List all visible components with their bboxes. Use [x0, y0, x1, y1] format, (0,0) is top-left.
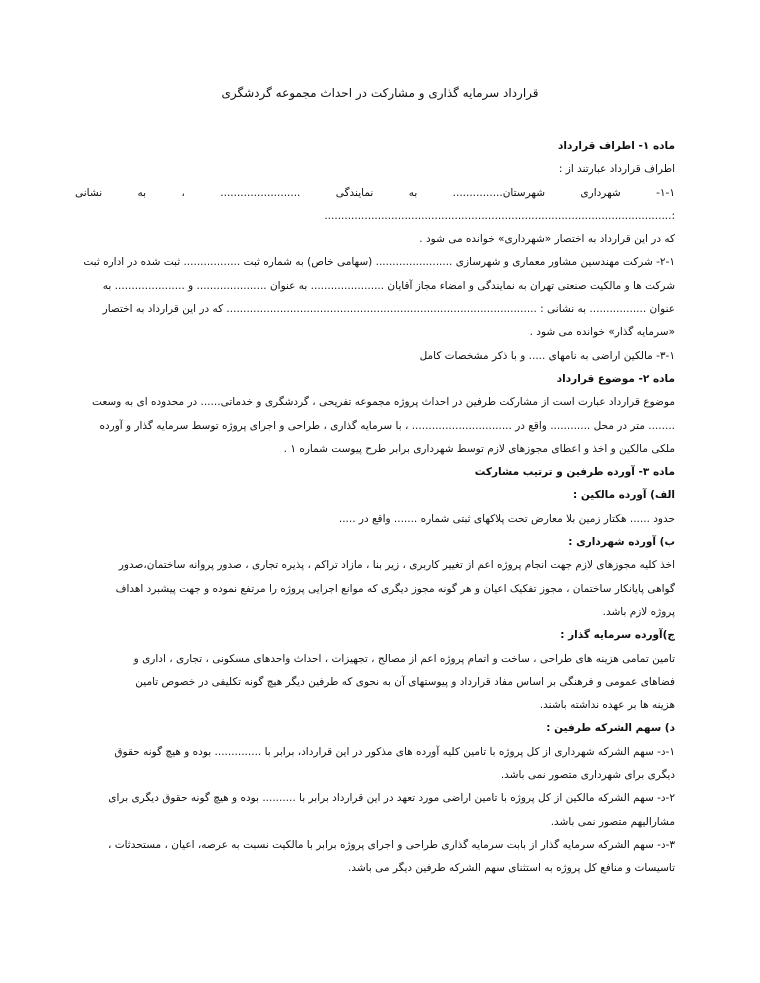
- body-line: مشارالیهم متصور نمی باشد.: [550, 815, 675, 828]
- body-line: که در این قرارداد به اختصار «شهرداری» خوانده می شود .: [419, 233, 675, 246]
- document-body: [75, 135, 675, 881]
- article-heading: ماده ۳- آورده طرفین و ترتیب مشارکت: [474, 466, 675, 479]
- body-line: تاسیسات و منافع کل پروژه به استثنای سهم الشرکه طرفین دیگر می باشد.: [348, 862, 675, 875]
- section-label: ب) آورده شهرداری :: [568, 536, 675, 549]
- body-line: اخذ کلیه مجوزهای لازم جهت انجام پروژه اعم از تغییر کاربری ، زیر بنا ، مازاد تراکم ، پذیره تجاری ، صدور پروانه ساختمان،صدور: [118, 559, 675, 572]
- body-line: ۱-۱- شهرداری شهرستان............... به نمایندگی ........................ ، به نشانی :........................................................................................................: [75, 186, 675, 222]
- body-line: ۳-۱- مالکین اراضی به نامهای ..... و با ذکر مشخصات کامل: [419, 349, 675, 362]
- body-line: ........ متر در محل ............ واقع در .............................. ، با سرمایه گذاری ، طراحی و اجرای پروژه توسط سرمایه گذار و آورده: [99, 419, 675, 432]
- body-line: ۲-۱- شرکت مهندسین مشاور معماری و شهرسازی ....................... (سهامی خاص) به شماره ثبت ................. ثبت شده در اداره ثبت: [83, 256, 675, 269]
- article-heading: ماده ۲- موضوع قرارداد: [556, 372, 675, 385]
- article-heading: ماده ۱- اطراف قرارداد: [557, 140, 675, 152]
- section-label: الف) آورده مالکین :: [573, 489, 675, 502]
- body-line: ۱-د- سهم الشرکه شهرداری از کل پروژه با تامین کلیه آورده های مذکور در این قرارداد، برابر با .............. بوده و هیچ گونه حقوق: [114, 745, 675, 758]
- body-line: ۲-د- سهم الشرکه مالکین از کل پروژه با تامین اراضی مورد تعهد در این قرارداد برابر با .......... بوده و هیچ گونه حقوق دیگری برای: [108, 792, 675, 805]
- document-title: قرارداد سرمایه گذاری و مشارکت در احداث مجموعه گردشگری: [221, 86, 539, 100]
- section-label: د) سهم الشرکه طرفین :: [546, 722, 675, 735]
- body-line: عنوان ................. به نشانی : ............................................................................................. که در این قرارداد به اختصار: [102, 303, 675, 316]
- body-line: فضاهای عمومی و فرهنگی بر اساس مفاد قرارداد و پیوستهای آن به نحوی که طرفین دیگر هیچ گونه تکلیفی در خصوص تامین: [135, 675, 675, 688]
- body-line: «سرمایه گذار» خوانده می شود .: [529, 326, 675, 339]
- body-line: موضوع قرارداد عبارت است از مشارکت طرفین در احداث پروژه مجموعه تفریحی ، گردشگری و خدماتی...... در محدوده ای به وسعت: [92, 396, 675, 409]
- body-line: دیگری برای شهرداری متصور نمی باشد.: [500, 769, 675, 782]
- body-line: ملکی مالکین و اخذ و اعطای مجوزهای لازم توسط شهرداری برابر طرح پیوست شماره ۱ .: [283, 442, 675, 455]
- body-line: گواهی پایانکار ساختمان ، مجوز تفکیک اعیان و هر گونه مجوز دیگری که موانع اجرایی پروژه را مرتفع نموده و جهت پیشبرد اهداف: [115, 582, 675, 595]
- body-line: ۳-د- سهم الشرکه سرمایه گذار از بابت سرمایه گذاری طراحی و اجرای پروژه برابر با مالکیت نسبت به عرصه، اعیان ، مستحدثات ،: [108, 838, 675, 851]
- section-label: ج)آورده سرمایه گذار :: [560, 629, 675, 642]
- body-line: هزینه ها بر عهده نداشته باشند.: [539, 699, 675, 712]
- body-line: شرکت ها و مالکیت صنعتی تهران به نمایندگی و امضاء مجاز آقایان ...................... به عنوان ..................... و ..................... به: [102, 279, 675, 292]
- body-line: اطراف قرارداد عبارتند از :: [558, 163, 675, 176]
- body-line: پروژه لازم باشد.: [602, 605, 675, 618]
- body-line: تامین تمامی هزینه های طراحی ، ساخت و اتمام پروژه اعم از مصالح ، تجهیزات ، احداث واحدهای مسکونی ، تجاری ، اداری و: [133, 652, 675, 665]
- body-line: حدود ...... هکتار زمین بلا معارض تحت پلاکهای ثبتی شماره ....... واقع در .....: [338, 512, 675, 525]
